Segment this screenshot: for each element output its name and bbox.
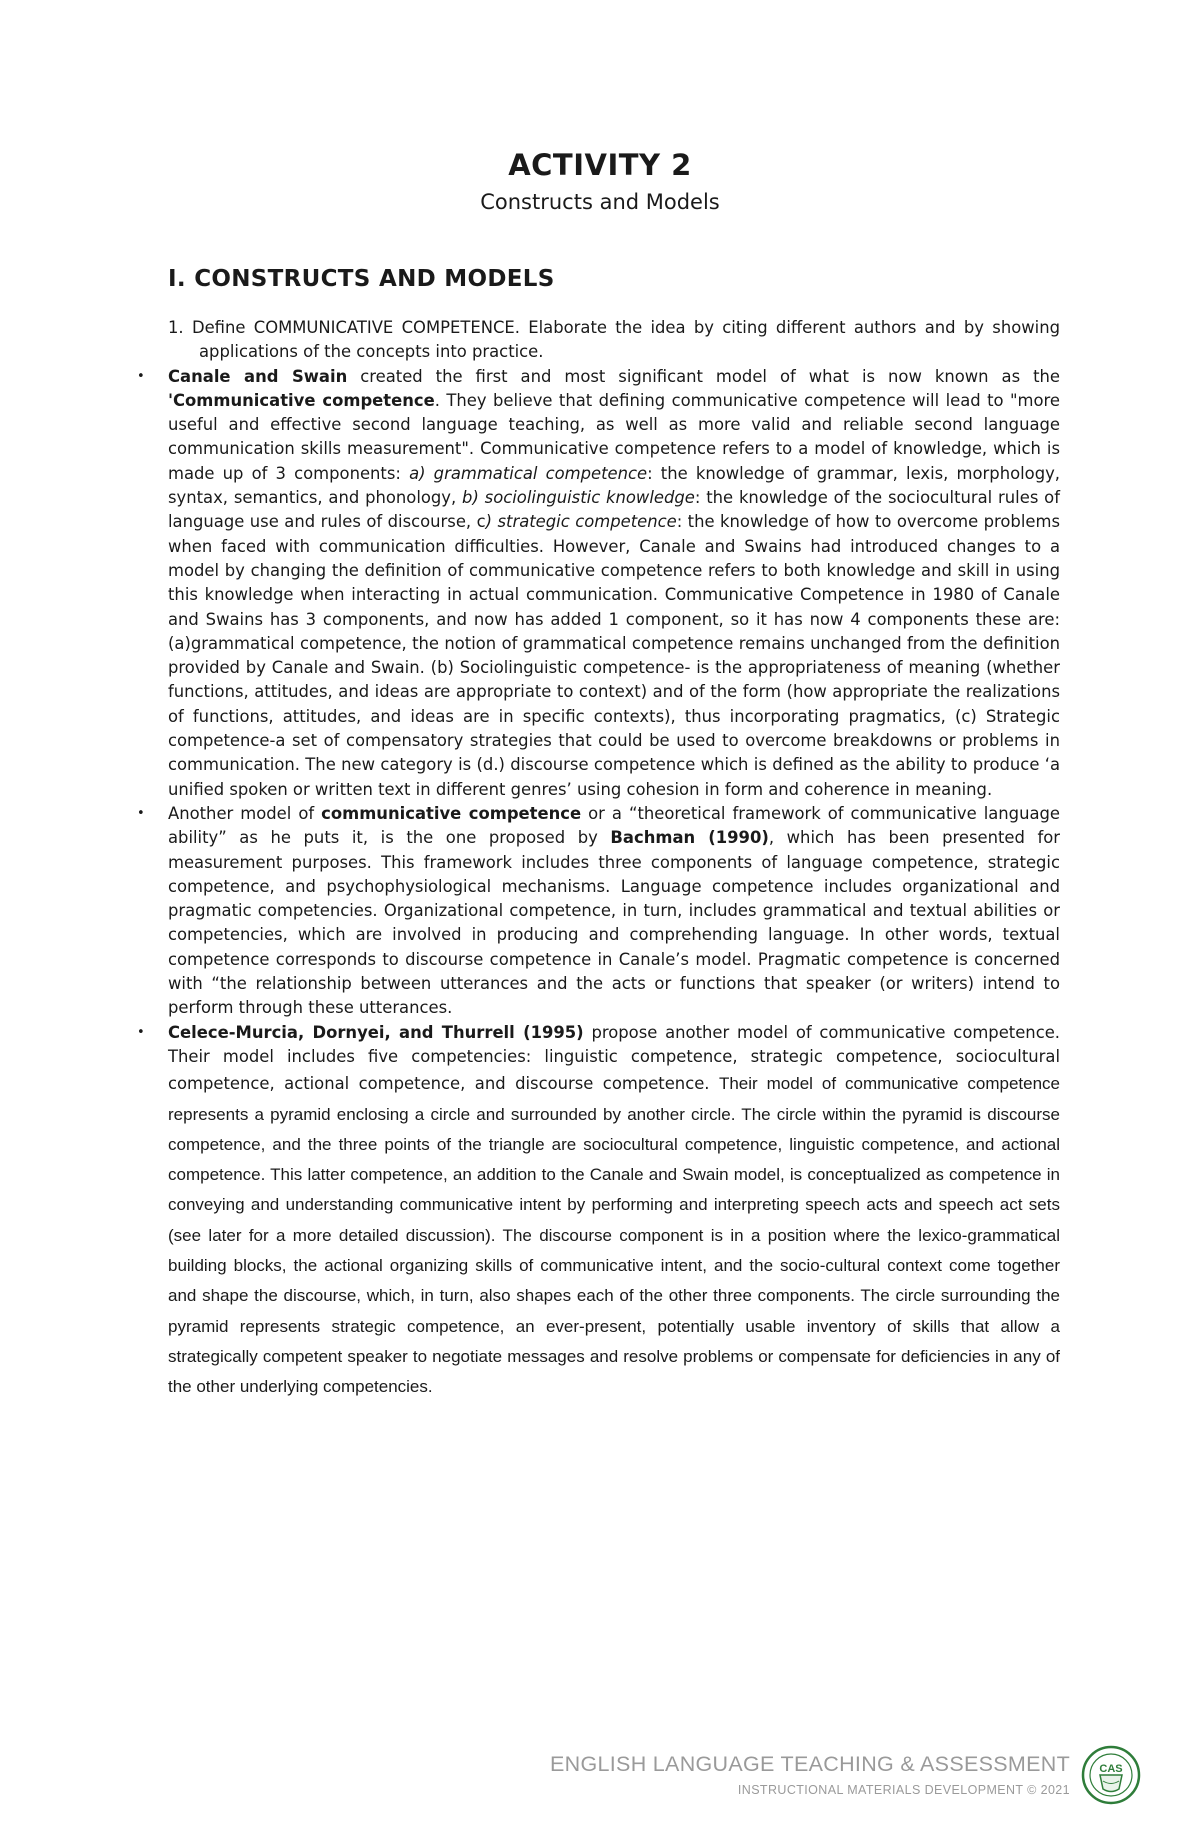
paragraph-text: propose another model of communicative competence. Their model includes five competencies: linguistic competence, strategic competence, sociocultural competence, actional competence, and discourse competence. — [168, 1022, 1061, 1094]
page-subtitle: Constructs and Models — [480, 190, 720, 214]
footer-program: INSTRUCTIONAL MATERIALS DEVELOPMENT © 2021 — [737, 1783, 1070, 1797]
bullet-celce-murcia — [137, 1021, 1061, 1403]
cas-seal-icon — [1081, 1745, 1141, 1805]
bullet-dot-icon: • — [137, 368, 145, 384]
page-title: ACTIVITY 2 — [508, 148, 692, 182]
answer-bullet-list — [137, 365, 1061, 1403]
paragraph-text: : the knowledge of how to overcome problems when faced with communication difficulties. However, Canale and Swains had introduced changes to a model by changing the definition of communicative competence refers to both knowledge and skill in using this knowledge when interacting in actual communication. Communicative Competence in 1980 of Canale and Swains has 3 components, and now has added 1 component, so it has now 4 components these are: (a)grammatical competence, the notion of grammatical competence remains unchanged from the definition provided by Canale and Swain. (b) Sociolinguistic competence- is the appropriateness of meaning (whether functions, attitudes, and ideas are appropriate to context) and of the form (how appropriate the realizations of functions, attitudes, and ideas are in specific contexts), thus incorporating pragmatics, (c) Strategic competence-a set of compensatory strategies that could be used to overcome breakdowns or problems in communication. The new category is (d.) discourse competence which is defined as the ability to produce ‘a unified spoken or written text in different genres’ using cohesion in form and coherence in meaning. — [168, 512, 1060, 799]
paragraph-text: , which has been presented for measurement purposes. This framework includes three components of language competence, strategic competence, and psychophysiological mechanisms. Language competence includes organizational and pragmatic competencies. Organizational competence, in turn, includes grammatical and textual abilities or competencies, which are involved in producing and comprehending language. In other words, textual competence corresponds to discourse competence in Canale’s model. Pragmatic competence is concerned with “the relationship between utterances and the acts or functions that speaker (or writers) intend to perform through these utterances. — [168, 828, 1060, 1018]
author-celce-murcia: Celece-Murcia, Dornyei, and Thurrell (1995) — [168, 1022, 584, 1042]
paragraph-text: . They believe that defining communicative competence will lead to "more useful and effective second language teaching, as well as more valid and reliable second language communication skills measurement". Communicative competence refers to a model of knowledge, which is made up of 3 components: — [168, 390, 1061, 483]
paragraph-text: : the knowledge of the sociocultural rules of language use and rules of discourse, c — [168, 488, 1060, 532]
question-1: 1. Define COMMUNICATIVE COMPETENCE. Elaborate the idea by citing different authors and by showing applications of the concepts into practice. — [168, 318, 1060, 362]
content-body — [137, 316, 1061, 1402]
paragraph-text: or a “theoretical framework of communicative language ability” as he puts it, is the one proposed by — [168, 803, 1061, 848]
term-sociolinguistic-knowledge: b) sociolinguistic knowledge — [462, 488, 695, 508]
term-strategic-competence: ) strategic competence — [485, 512, 677, 532]
paragraph-text: created the first and most significant model of what is now known as the — [347, 366, 1060, 386]
bullet-dot-icon: • — [137, 805, 145, 821]
footer-course-title: ENGLISH LANGUAGE TEACHING & ASSESSMENT — [550, 1752, 1070, 1776]
section-heading: I. CONSTRUCTS AND MODELS — [168, 266, 555, 292]
bullet-dot-icon: • — [137, 1024, 145, 1040]
author-bachman: Bachman (1990) — [610, 828, 769, 848]
bullet-bachman — [137, 802, 1061, 1021]
paragraph-text: Another model of — [168, 803, 322, 823]
paragraph-text: : the knowledge of grammar, lexis, morphology, syntax, semantics, and phonology, — [168, 463, 1061, 508]
paragraph-text-pyramid: Their model of communicative competence represents a pyramid enclosing a circle and surrounded by another circle. The circle within the pyramid is discourse competence, and the three points of the triangle are sociocultural competence, linguistic competence, and actional competence. This latter competence, an addition to the Canale and Swain model, is conceptualized as competence in conveying and understanding communicative intent by performing and interpreting speech acts and speech act sets (see later for a more detailed discussion). The discourse component is in a position where the lexico-grammatical building blocks, the actional organizing skills of communicative intent, and the socio-cultural context come together and shape the discourse, which, in turn, also shapes each of the other three components. The circle surrounding the pyramid represents strategic competence, an ever-present, potentially usable inventory of skills that allow a strategically competent speaker to negotiate messages and resolve problems or compensate for deficiencies in any of the other underlying competencies. — [168, 1074, 1060, 1397]
term-communicative-competence: 'Communicative competence — [168, 390, 435, 410]
term-communicative-competence: communicative competence — [321, 803, 582, 823]
term-grammatical-competence: a) grammatical competence — [409, 463, 648, 483]
author-canale-swain: Canale and Swain — [168, 366, 348, 386]
seal-label: CAS — [1099, 1763, 1123, 1775]
bullet-canale-swain — [137, 365, 1061, 802]
